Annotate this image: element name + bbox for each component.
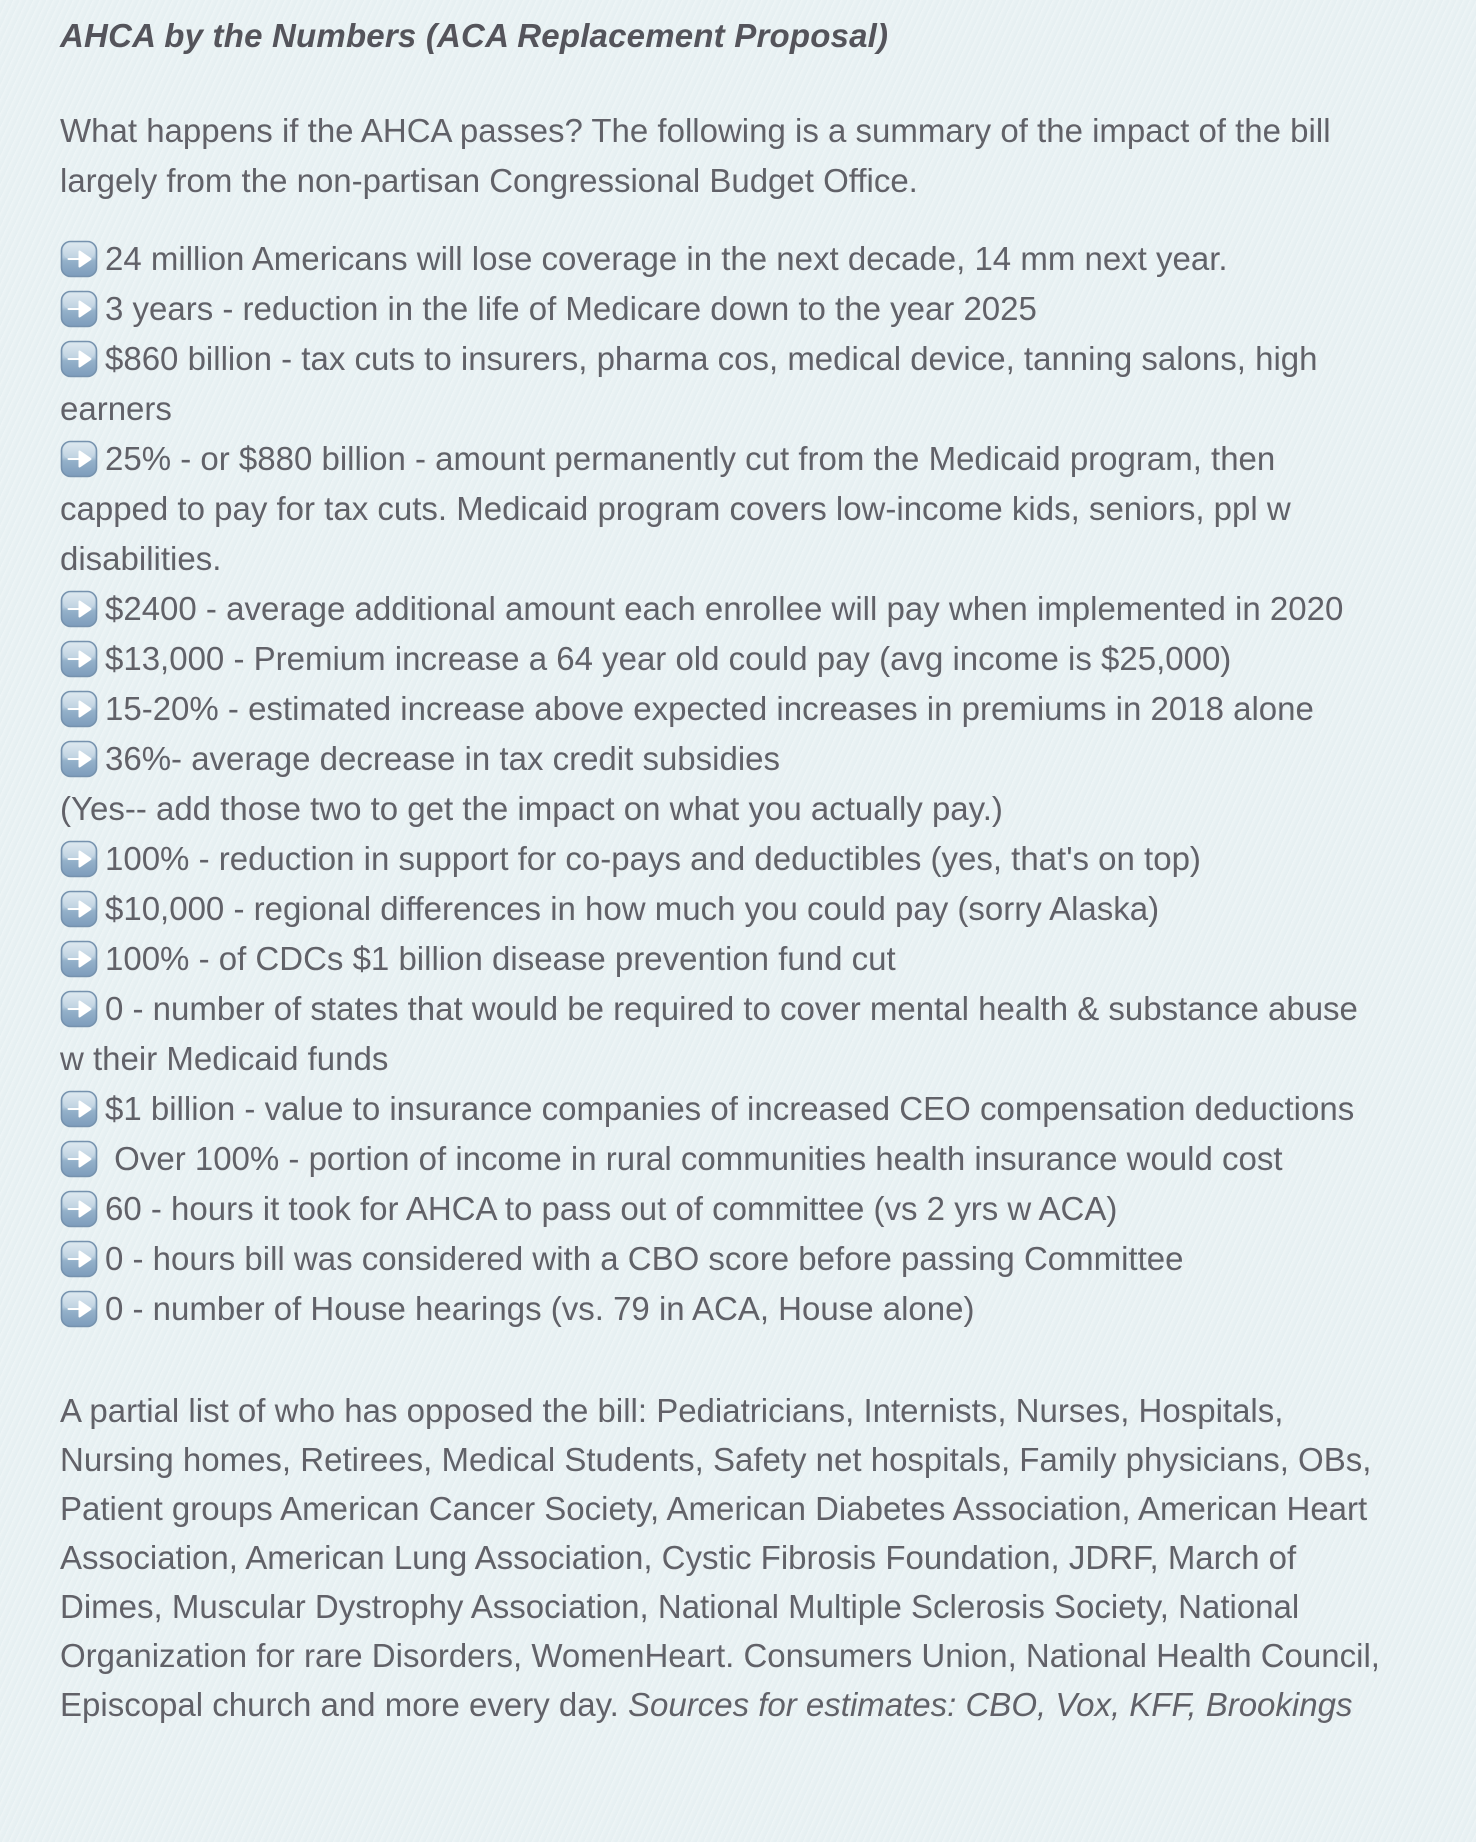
right-arrow-icon [60,340,98,378]
opposition-text: A partial list of who has opposed the bill: Pediatricians, Internists, Nurses, Hospitals, Nursing homes, Retirees, Medical Students, Safety net hospitals, Family physicians, OBs, Patient groups American Cancer Society, American Diabetes Association, American Heart Association, American Lung Association, Cystic Fibrosis Foundation, JDRF, March of Dimes, Muscular Dystrophy Association, National Multiple Sclerosis Society, National Organization for rare Disorders, WomenHeart. Consumers Union, National Health Council, Episcopal church and more every day. [60,1392,1380,1723]
right-arrow-icon [60,240,98,278]
list-item-text: 24 million Americans will lose coverage in the next decade, 14 mm next year. [105,240,1228,277]
right-arrow-icon [60,840,98,878]
list-item [60,734,1388,784]
right-arrow-icon [60,990,98,1028]
list-item [60,934,1388,984]
bullet-list [60,234,1388,1334]
right-arrow-icon [60,1240,98,1278]
list-item-text: $10,000 - regional differences in how much you could pay (sorry Alaska) [105,890,1160,927]
right-arrow-icon [60,440,98,478]
list-item-text: $860 billion - tax cuts to insurers, pharma cos, medical device, tanning salons, high earners [60,340,1318,427]
right-arrow-icon [60,1190,98,1228]
list-item [60,584,1388,634]
list-item-text: 60 - hours it took for AHCA to pass out of committee (vs 2 yrs w ACA) [105,1190,1118,1227]
right-arrow-icon [60,740,98,778]
list-item [60,784,1388,834]
list-item-text: 100% - reduction in support for co-pays and deductibles (yes, that's on top) [105,840,1201,877]
list-item-text: 100% - of CDCs $1 billion disease prevention fund cut [105,940,896,977]
sources-note: Sources for estimates: CBO, Vox, KFF, Brookings [628,1686,1353,1723]
list-item-text: $13,000 - Premium increase a 64 year old could pay (avg income is $25,000) [105,640,1232,677]
list-item-text: 0 - number of House hearings (vs. 79 in ACA, House alone) [105,1290,975,1327]
list-item [60,1134,1388,1184]
list-item [60,1084,1388,1134]
list-item-text: 25% - or $880 billion - amount permanently cut from the Medicaid program, then capped to pay for tax cuts. Medicaid program covers low-income kids, seniors, ppl w disabilities. [60,440,1291,577]
list-item-text: 0 - hours bill was considered with a CBO score before passing Committee [105,1240,1184,1277]
list-item [60,334,1388,434]
list-item [60,1184,1388,1234]
list-item [60,1284,1388,1334]
intro-paragraph: What happens if the AHCA passes? The following is a summary of the impact of the bill largely from the non-partisan Congressional Budget Office. [60,112,1331,199]
page-title: AHCA by the Numbers (ACA Replacement Proposal) [60,17,889,54]
list-item [60,234,1388,284]
list-item-text: 0 - number of states that would be required to cover mental health & substance abuse w their Medicaid funds [60,990,1358,1077]
right-arrow-icon [60,290,98,328]
right-arrow-icon [60,1090,98,1128]
list-item-text: $2400 - average additional amount each enrollee will pay when implemented in 2020 [105,590,1344,627]
list-item [60,634,1388,684]
list-item-text: Over 100% - portion of income in rural communities health insurance would cost [105,1140,1283,1177]
opposition-paragraph [60,1386,1388,1729]
list-item-text: 15-20% - estimated increase above expected increases in premiums in 2018 alone [105,690,1314,727]
right-arrow-icon [60,1290,98,1328]
right-arrow-icon [60,690,98,728]
list-item [60,834,1388,884]
list-item-text: (Yes-- add those two to get the impact on what you actually pay.) [60,790,1003,827]
right-arrow-icon [60,1140,98,1178]
right-arrow-icon [60,640,98,678]
right-arrow-icon [60,940,98,978]
list-item [60,684,1388,734]
list-item [60,884,1388,934]
list-item [60,284,1388,334]
right-arrow-icon [60,890,98,928]
right-arrow-icon [60,590,98,628]
list-item-text: 3 years - reduction in the life of Medicare down to the year 2025 [105,290,1037,327]
list-item [60,984,1388,1084]
list-item-text: $1 billion - value to insurance companies of increased CEO compensation deductions [105,1090,1355,1127]
list-item-text: 36%- average decrease in tax credit subsidies [105,740,781,777]
list-item [60,434,1388,584]
list-item [60,1234,1388,1284]
